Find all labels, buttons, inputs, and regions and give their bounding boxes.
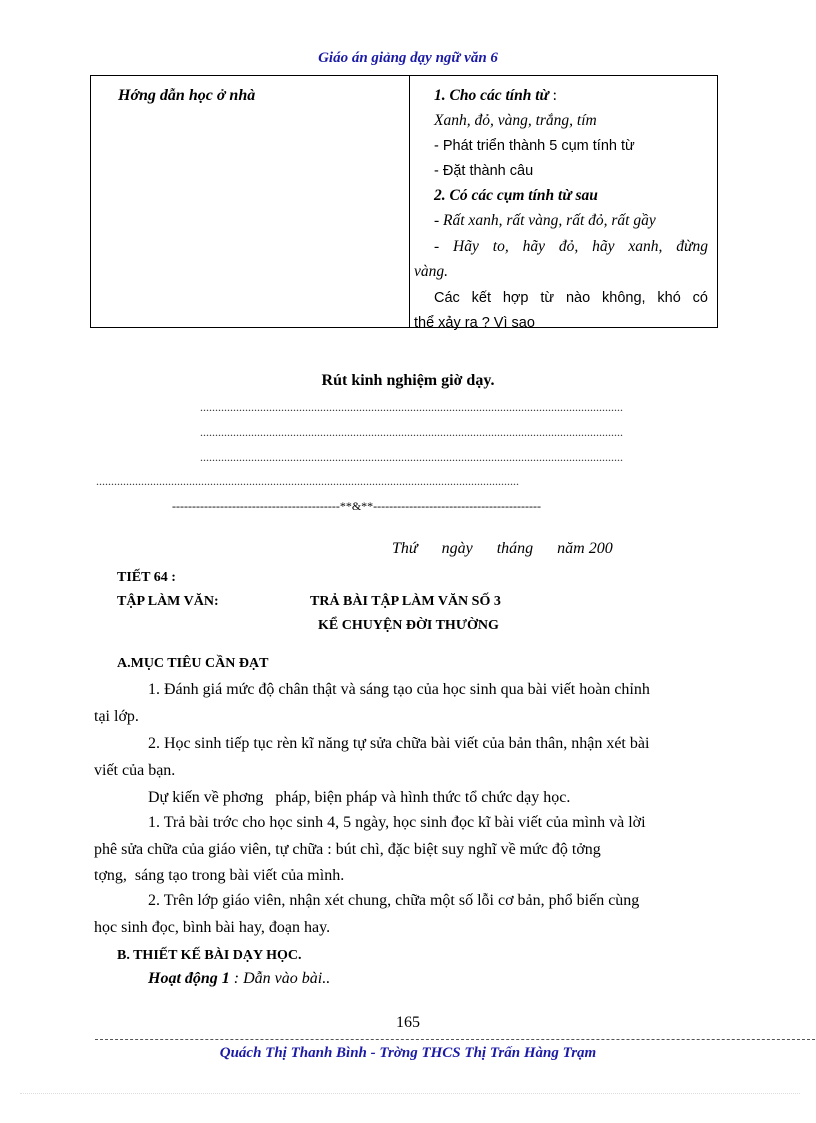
table-right-line-5: 2. Có các cụm tính từ sau: [434, 187, 598, 204]
section-b-heading: B. THIẾT KẾ BÀI DẠY HỌC.: [117, 948, 302, 963]
para-4-line-3: tợng, sáng tạo trong bài viết của mình.: [94, 867, 345, 884]
para-1-line-1: 1. Đánh giá mức độ chân thật và sáng tạo của học sinh qua bài viết hoàn chỉnh: [148, 681, 650, 698]
table-right-line-6: - Rất xanh, rất vàng, rất đỏ, rất gầy: [434, 212, 656, 229]
para-5-line-1: 2. Trên lớp giáo viên, nhận xét chung, chữa một số lỗi cơ bản, phổ biến cùng: [148, 892, 640, 909]
page-header-title: Giáo án giảng dạy ngữ văn 6: [318, 50, 498, 66]
table-right-line-1: [434, 87, 557, 105]
para-2-line-2: viết của bạn.: [94, 762, 176, 779]
line-1-suffix: :: [548, 87, 557, 104]
para-4-line-1: 1. Trả bài trớc cho học sinh 4, 5 ngày, học sinh đọc kĩ bài viết của mình và lời: [148, 814, 646, 831]
dotted-line-2: .............................................................................................................................................: [200, 425, 623, 439]
table-right-line-10: thể xảy ra ? Vì sao: [414, 315, 535, 331]
para-2-line-1: 2. Học sinh tiếp tục rèn kĩ năng tự sửa chữa bài viết của bản thân, nhận xét bài: [148, 735, 650, 752]
table-right-line-4: - Đặt thành câu: [434, 163, 534, 179]
dotted-line-1: .............................................................................................................................................: [200, 400, 623, 414]
page-number: 165: [396, 1014, 420, 1031]
para-4-line-2: phê sửa chữa của giáo viên, tự chữa : bút chì, đặc biệt suy nghĩ về mức độ tởng: [94, 841, 601, 858]
table-column-divider: [409, 76, 410, 327]
footer-rule: [95, 1039, 815, 1040]
table-right-line-2: Xanh, đỏ, vàng, trắng, tím: [434, 112, 597, 129]
table-right-line-9: Các kết hợp từ nào không, khó có: [434, 290, 708, 306]
para-5-line-2: học sinh đọc, bình bài hay, đoạn hay.: [94, 919, 331, 936]
table-left-cell: Hớng dẫn học ở nhà: [118, 87, 256, 104]
experience-title: Rút kinh nghiệm giờ dạy.: [321, 372, 495, 389]
lesson-number: TIẾT 64 :: [117, 570, 176, 585]
activity-1-label: Hoạt động 1: [148, 970, 230, 987]
activity-1: [148, 970, 330, 988]
para-1-line-2: tại lớp.: [94, 708, 139, 725]
section-a-heading: A.MỤC TIÊU CẦN ĐẠT: [117, 656, 269, 671]
table-right-line-7: - Hãy to, hãy đỏ, hãy xanh, đừng: [434, 238, 708, 255]
lesson-title-2: KỂ CHUYỆN ĐỜI THƯỜNG: [318, 618, 499, 633]
para-3: Dự kiến về phơng pháp, biện pháp và hình thức tổ chức dạy học.: [148, 789, 571, 806]
dotted-line-4: .............................................................................................................................................: [96, 474, 519, 488]
dotted-line-3: .............................................................................................................................................: [200, 450, 623, 464]
page-footer-author: Quách Thị Thanh Bình - Trờng THCS Thị Trấn Hàng Trạm: [219, 1045, 597, 1061]
activity-1-text: : Dẫn vào bài..: [229, 970, 331, 987]
lesson-subject: TẬP LÀM VĂN:: [117, 594, 219, 609]
line-1-text: 1. Cho các tính từ: [434, 87, 549, 104]
table-right-line-8: vàng.: [414, 263, 449, 280]
page-edge-rule: [20, 1093, 800, 1094]
lesson-title-1: TRẢ BÀI TẬP LÀM VĂN SỐ 3: [310, 594, 501, 609]
table-right-line-3: - Phát triển thành 5 cụm tính từ: [434, 138, 635, 154]
date-line: Thứ ngày tháng năm 200: [392, 540, 613, 557]
section-separator: ------------------------------------------**&**------------------------------------------: [172, 499, 542, 513]
